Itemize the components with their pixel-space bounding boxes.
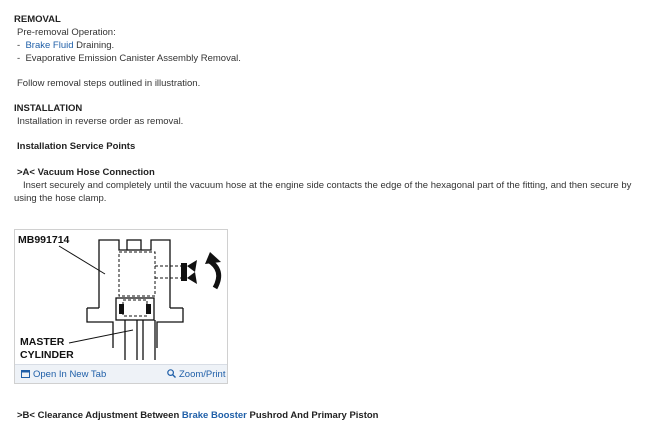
installation-text: Installation in reverse order as removal. [17,116,184,127]
cylinder-label: CYLINDER [20,349,74,361]
step-b-title [17,410,378,421]
bullet: - [17,53,21,64]
zoom-print-button[interactable] [167,369,225,380]
pre-removal-item-canister [17,53,241,64]
item-text: Evaporative Emission Canister Assembly Removal. [25,53,241,64]
pre-removal-label: Pre-removal Operation: [17,27,116,38]
service-points-heading: Installation Service Points [17,141,136,152]
step-a-body: Insert securely and completely until the vacuum hose at the engine side contacts the edge of the hexagonal part of the fitting, and then secure by using the hose clamp. [14,180,632,204]
master-cylinder-diagram[interactable] [15,230,229,367]
new-tab-icon [21,369,30,378]
pre-removal-item-brake-fluid [17,40,114,51]
open-in-new-tab-button[interactable] [21,369,106,380]
master-label: MASTER [20,336,65,348]
open-in-new-tab-label: Open In New Tab [33,369,107,380]
installation-heading: INSTALLATION [14,103,83,114]
brake-booster-link[interactable]: Brake Booster [181,410,247,421]
step-b-suffix: Pushrod And Primary Piston [246,410,379,421]
zoom-icon [167,369,176,378]
brake-fluid-link[interactable]: Brake Fluid [25,40,74,51]
item-rest-text: Draining. [73,40,115,51]
follow-steps-text: Follow removal steps outlined in illustration. [17,78,201,89]
part-number-label: MB991714 [18,234,70,246]
figure-action-bar [15,364,227,383]
removal-heading: REMOVAL [14,14,61,25]
zoom-print-label: Zoom/Print [179,369,226,380]
step-b-prefix: >B< Clearance Adjustment Between [17,410,182,421]
bullet: - [17,40,21,51]
figure-container [14,229,228,384]
step-a-title: >A< Vacuum Hose Connection [17,167,155,178]
